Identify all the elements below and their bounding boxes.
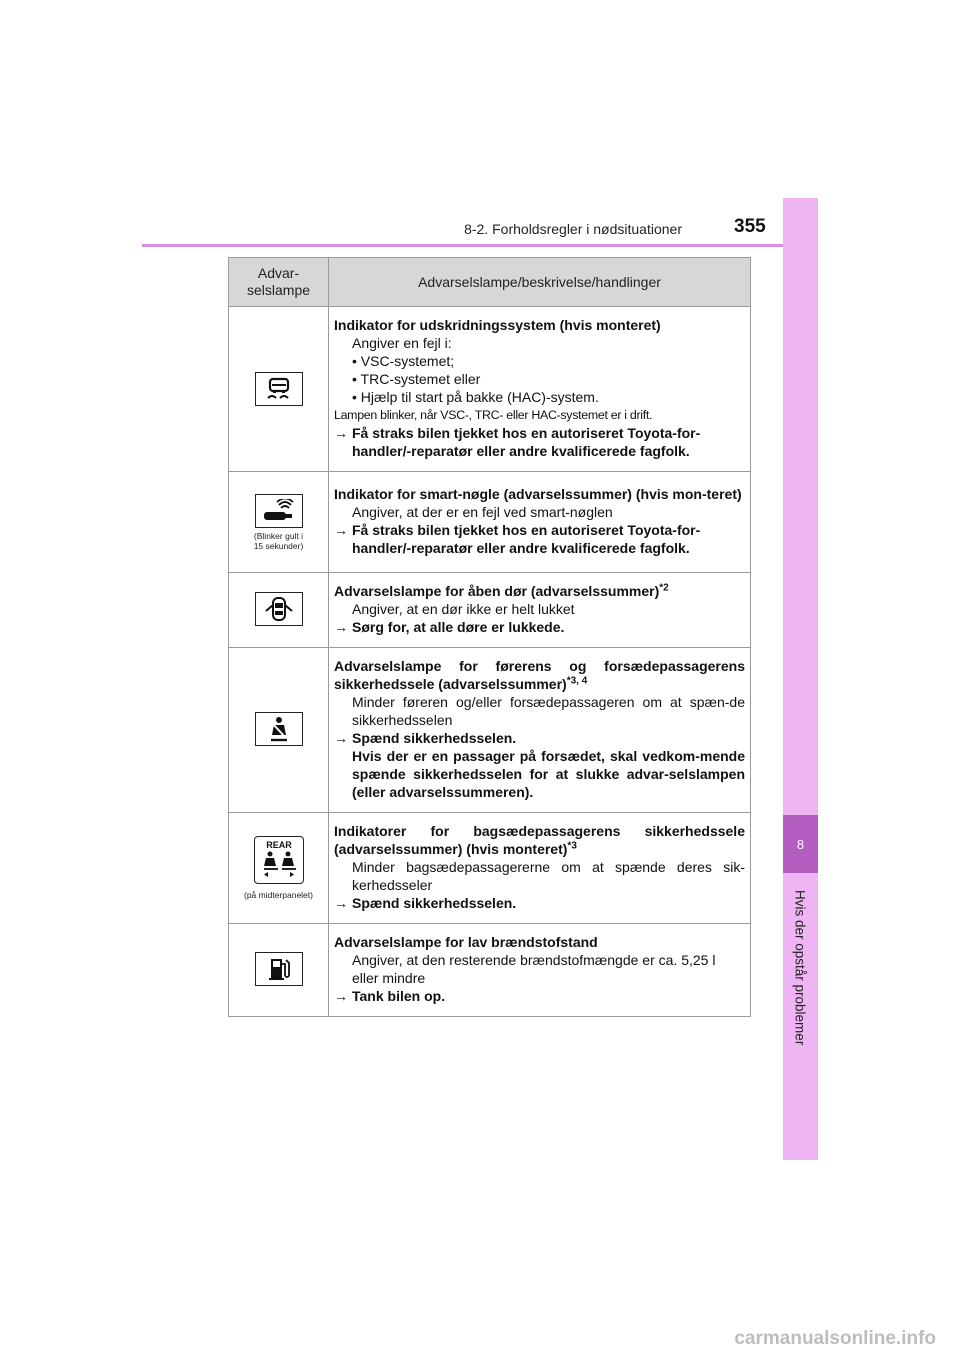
list-item: • Hjælp til start på bakke (HAC)-system. (352, 389, 599, 405)
col-header-description: Advarselslampe/beskrivelse/handlinger (329, 258, 751, 307)
rear-seatbelt-icon (254, 836, 304, 884)
description-cell (329, 813, 751, 924)
item-title: Advarselslampe for førerens og forsædepassagerens sikkerhedssele (advarselssummer)$^{*3, 4}$ (334, 658, 745, 692)
item-action: → Få straks bilen tjekket hos en autoriseret Toyota-for- (334, 522, 701, 538)
item-action-continued: Hvis der er en passager på forsædet, skal vedkom-mende spænde sikkerhedsselen for at slukke advar-selslampen (eller advarselssummeren). (352, 748, 745, 800)
arrow-right-icon: → (334, 522, 348, 538)
table-row (229, 648, 751, 813)
item-action: → Spænd sikkerhedsselen. (334, 730, 517, 746)
skid-indicator-icon (255, 372, 303, 406)
list-item: • VSC-systemet; (352, 353, 455, 369)
chapter-number: 8 (783, 815, 818, 873)
item-action-continued: handler/-reparatør eller andre kvalificerede fagfolk. (352, 443, 690, 459)
item-title: Advarselslampe for åben dør (advarselssummer)$^{*2}$ (334, 582, 669, 599)
item-text: Angiver, at den resterende brændstofmængde er ca. 5,25 l eller mindre (352, 952, 716, 986)
page-number: 355 (734, 216, 766, 237)
open-door-icon (255, 592, 303, 626)
arrow-right-icon: → (334, 988, 348, 1004)
item-action: → Få straks bilen tjekket hos en autoriseret Toyota-for- (334, 425, 701, 441)
item-note: Lampen blinker, når VSC-, TRC- eller HAC-systemet er i drift. (334, 408, 653, 422)
fuel-icon (255, 952, 303, 986)
table-row (229, 573, 751, 648)
table-row (229, 307, 751, 472)
item-text: Angiver, at der er en fejl ved smart-nøglen (352, 504, 613, 520)
description-cell (329, 648, 751, 813)
arrow-right-icon: → (334, 730, 348, 746)
description-cell (329, 472, 751, 573)
item-text: Minder bagsædepassagererne om at spænde deres sik-kerhedsseler (352, 859, 745, 893)
item-text: Minder føreren og/eller forsædepassageren om at spæn-de sikkerhedsselen (352, 694, 745, 728)
description-cell (329, 573, 751, 648)
chapter-side-tab (783, 198, 818, 1160)
arrow-right-icon: → (334, 425, 348, 441)
item-action-continued: handler/-reparatør eller andre kvalificerede fagfolk. (352, 540, 690, 556)
icon-cell (229, 648, 329, 813)
header-rule (142, 244, 818, 247)
item-title: Indikator for smart-nøgle (advarselssummer) (hvis mon-teret) (334, 486, 742, 502)
item-title: Indikatorer for bagsædepassagerens sikkerhedssele (advarselssummer) (hvis monteret)$^{*3}$ (334, 823, 745, 857)
icon-cell (229, 573, 329, 648)
svg-text:REAR: REAR (265, 840, 292, 850)
smart-key-icon (255, 494, 303, 528)
arrow-right-icon: → (334, 895, 348, 911)
table-row (229, 813, 751, 924)
item-title: Advarselslampe for lav brændstofstand (334, 934, 598, 950)
item-title: Indikator for udskridningssystem (hvis monteret) (334, 317, 661, 333)
table-row (229, 924, 751, 1017)
list-item: • TRC-systemet eller (352, 371, 481, 387)
arrow-right-icon: → (334, 619, 348, 635)
watermark: carmanualsonline.info (734, 1328, 936, 1349)
icon-caption: (på midterpanelet) (244, 890, 313, 900)
item-text: Angiver en fejl i: (352, 335, 452, 351)
item-action: → Spænd sikkerhedsselen. (334, 895, 517, 911)
seatbelt-icon (255, 712, 303, 746)
icon-caption: (Blinker gult i 15 sekunder) (253, 530, 304, 551)
item-action: → Sørg for, at alle døre er lukkede. (334, 619, 565, 635)
warning-lights-table (228, 257, 751, 1017)
col-header-warning-light: Advar- selslampe (229, 258, 329, 307)
table-header-row (229, 258, 751, 307)
item-action: → Tank bilen op. (334, 988, 446, 1004)
icon-cell (229, 813, 329, 924)
description-cell (329, 924, 751, 1017)
icon-cell (229, 307, 329, 472)
description-cell (329, 307, 751, 472)
table-row (229, 472, 751, 573)
page-header-title: 8-2. Forholdsregler i nødsituationer (464, 221, 682, 237)
icon-cell (229, 472, 329, 573)
chapter-label: Hvis der opstår problemer (792, 890, 808, 1046)
item-text: Angiver, at en dør ikke er helt lukket (352, 601, 575, 617)
icon-cell (229, 924, 329, 1017)
